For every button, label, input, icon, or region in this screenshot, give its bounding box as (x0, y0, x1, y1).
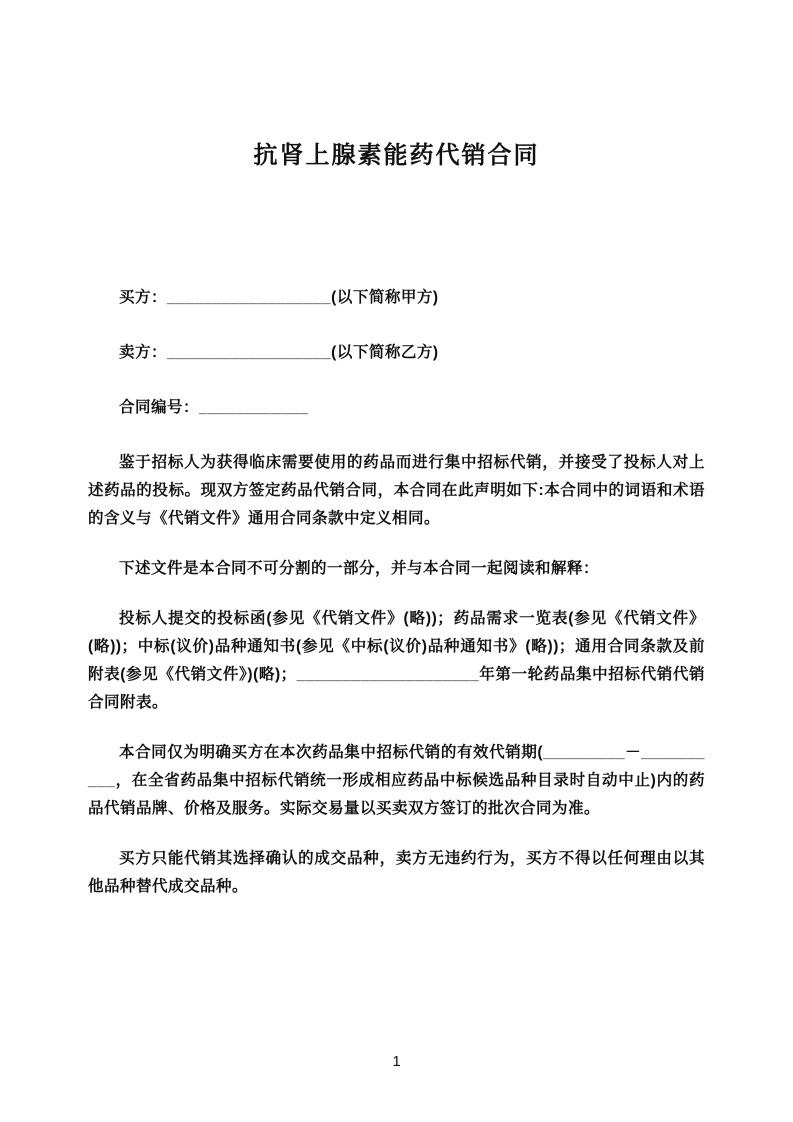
seller-blank-line: 卖方：__________________(以下简称乙方) (119, 344, 439, 361)
document-title: 抗肾上腺素能药代销合同 (253, 142, 540, 169)
validity-period-paragraph: 本合同仅为明确买方在本次药品集中招标代销的有效代销期(_________－__________，在全省药品集中招标代销统一形成相应药品中标候选品种目录时自动中止)内的药品代销品牌、价格及服务。实际交易量以买卖双方签订的批次合同为准。 (88, 744, 705, 817)
documents-intro-paragraph: 下述文件是本合同不可分割的一部分，并与本合同一起阅读和解释： (119, 560, 600, 577)
documents-list-paragraph: 投标人提交的投标函(参见《代销文件》(略))；药品需求一览表(参见《代销文件》(略))；中标(议价)品种通知书(参见《中标(议价)品种通知书》(略))；通用合同条款及前附表(参见《代销文件》)(略)；____________________年第一轮药品集中招标代销代销合同附表。 (88, 610, 705, 711)
buyer-blank-line: 买方：__________________(以下简称甲方) (119, 289, 439, 306)
substitution-clause-paragraph: 买方只能代销其选择确认的成交品种，卖方无违约行为，买方不得以任何理由以其他品种替代成交品种。 (88, 850, 705, 895)
preamble-paragraph: 鉴于招标人为获得临床需要使用的药品而进行集中招标代销，并接受了投标人对上述药品的投标。现双方签定药品代销合同，本合同在此声明如下:本合同中的词语和术语的含义与《代销文件》通用合同条款中定义相同。 (88, 454, 705, 527)
page-number: 1 (392, 1053, 401, 1070)
contract-number-line: 合同编号：____________ (119, 399, 309, 416)
